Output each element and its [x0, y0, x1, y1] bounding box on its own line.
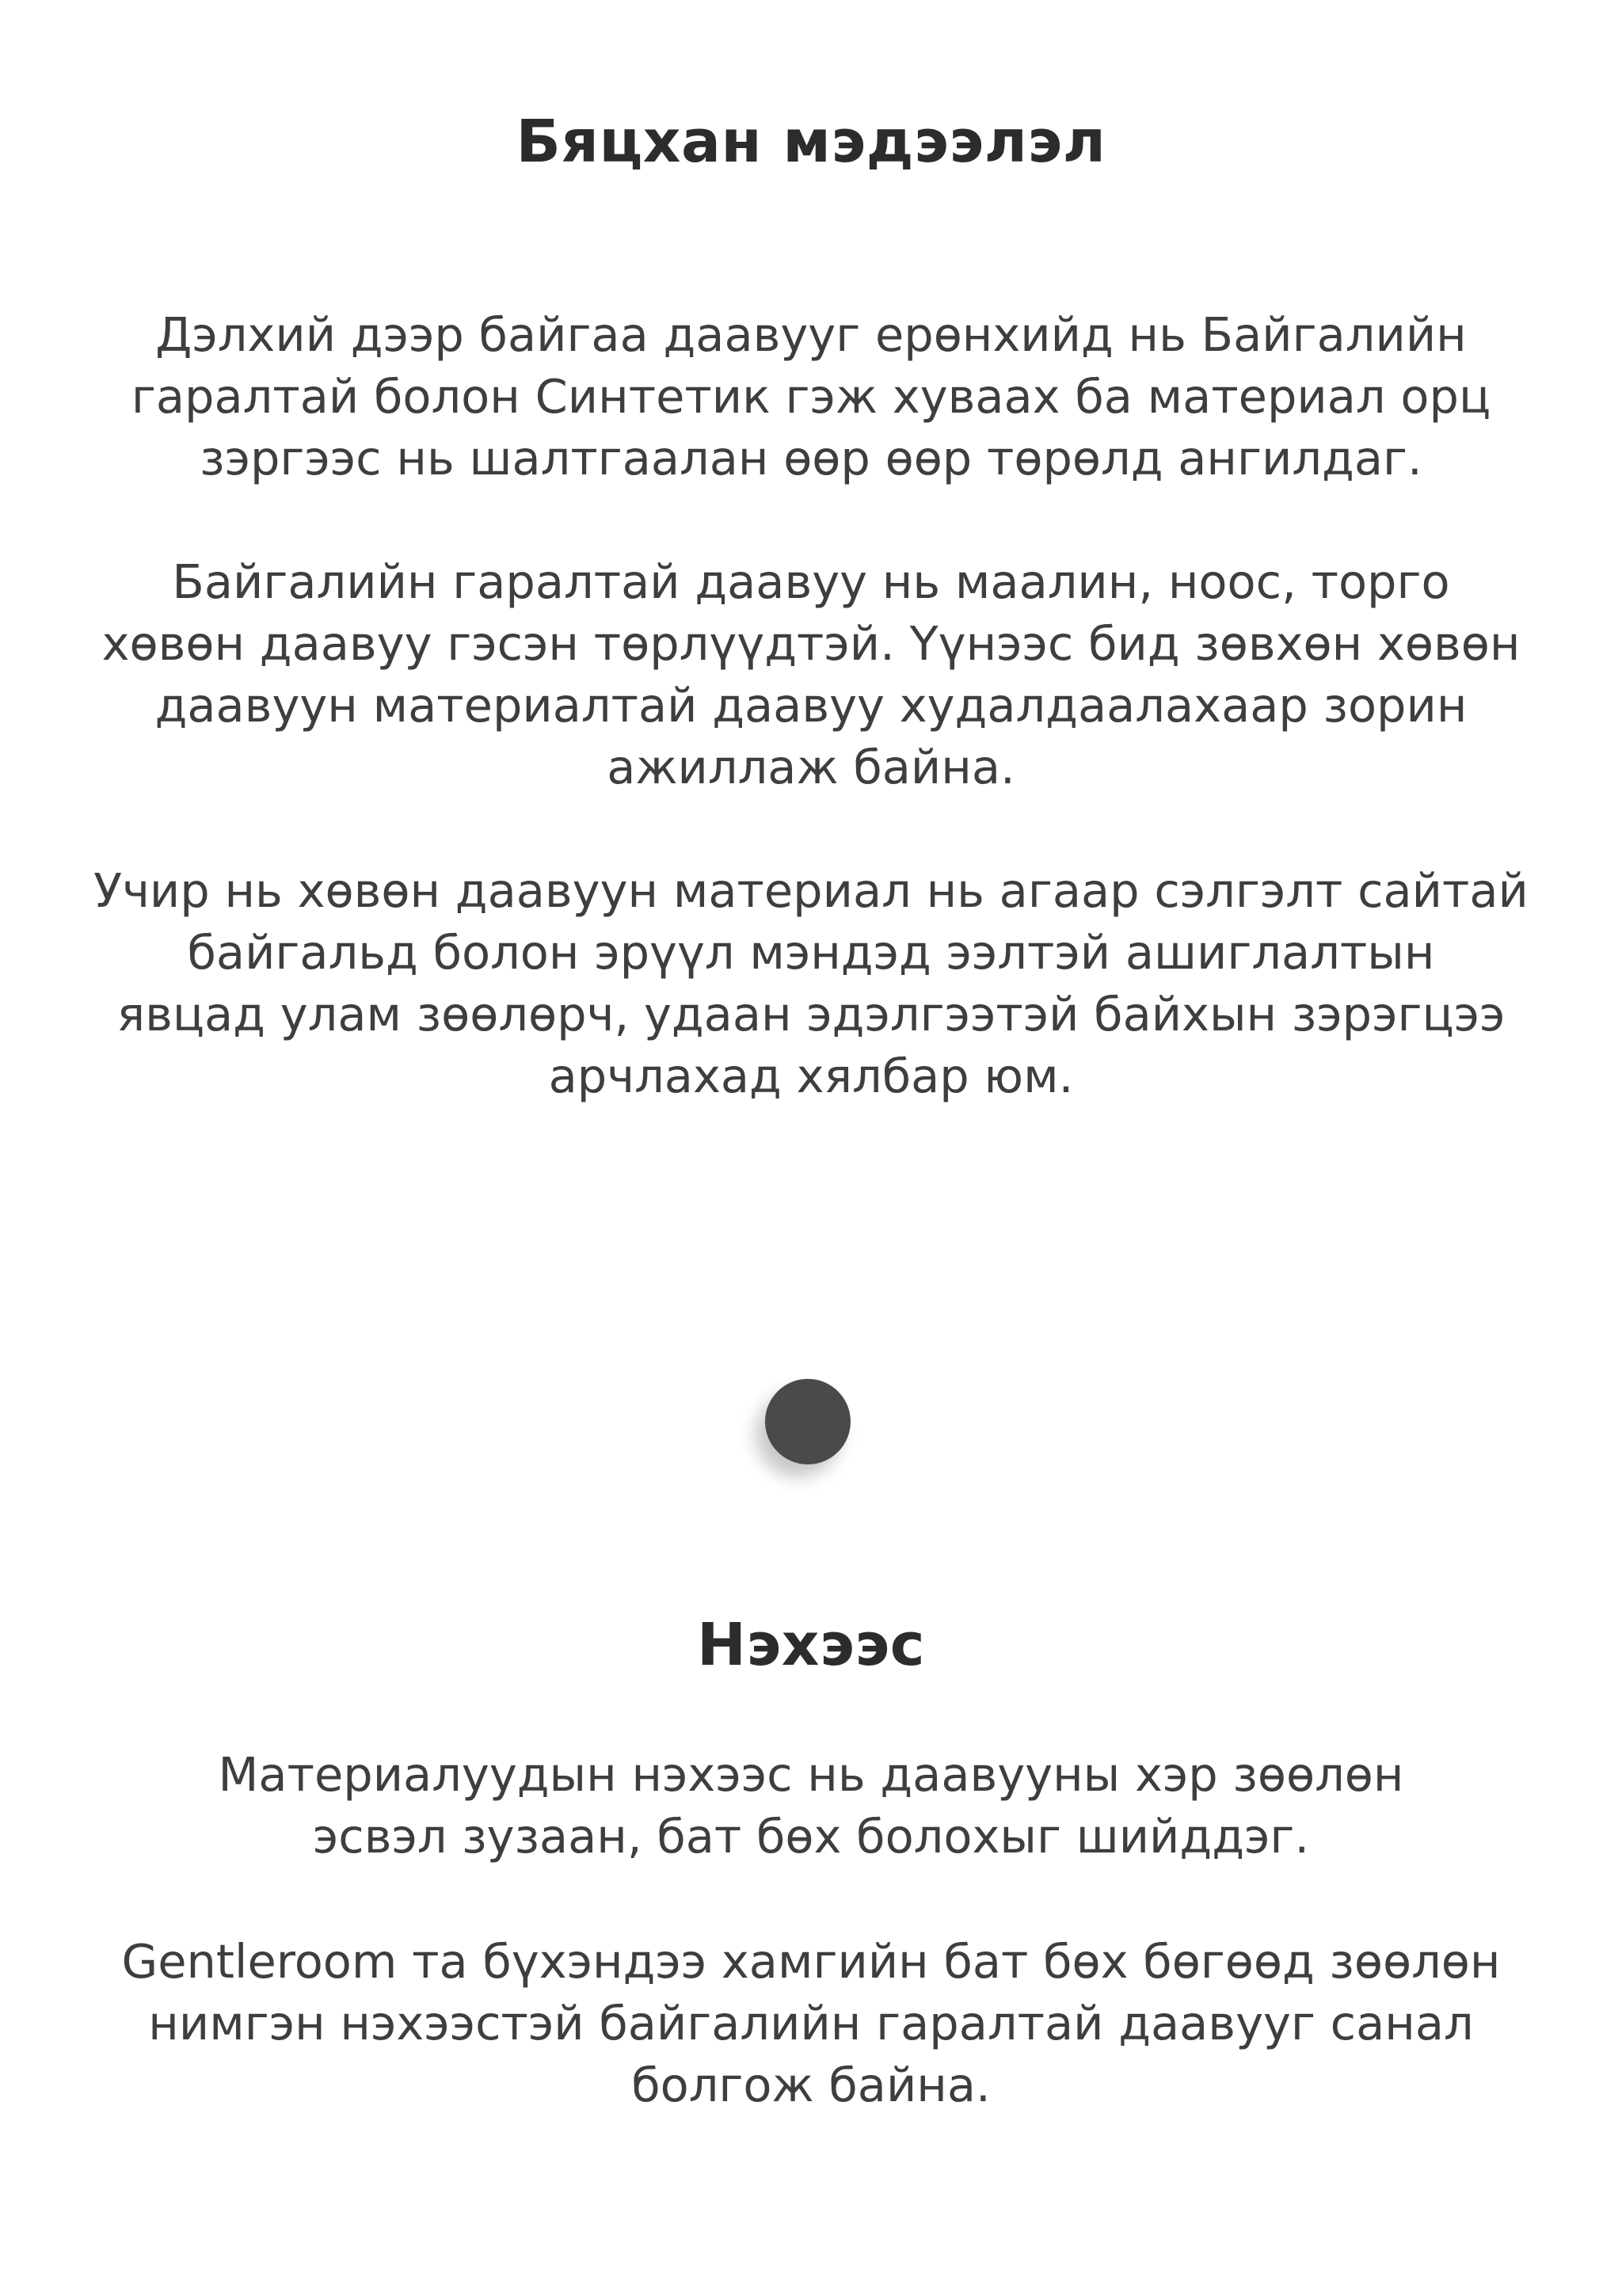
section-title-info: Бяцхан мэдээлэл	[516, 108, 1106, 176]
text-line: байгальд болон эрүүл мэндэд ээлтэй ашиглалтын	[187, 925, 1435, 980]
text-line: Байгалийн гаралтай даавуу нь маалин, ноос, торго	[172, 554, 1450, 609]
dot-icon	[765, 1379, 851, 1464]
text-line: Материалуудын нэхээс нь даавууны хэр зөөлөн	[218, 1747, 1404, 1802]
text-line: явцад улам зөөлөрч, удаан эдэлгээтэй байхын зэрэгцээ	[116, 987, 1506, 1041]
text-line: Дэлхий дээр байгаа даавууг ерөнхийд нь Байгалийн	[155, 307, 1467, 362]
text-line: болгож байна.	[631, 2058, 991, 2112]
text-line: арчлахад хялбар юм.	[548, 1049, 1074, 1103]
text-line: зэргээс нь шалтгаалан өөр өөр төрөлд ангилдаг.	[200, 431, 1422, 485]
text-line: хөвөн даавуу гэсэн төрлүүдтэй. Үүнээс бид зөвхөн хөвөн	[101, 616, 1521, 671]
text-line: гаралтай болон Синтетик гэж хуваах ба материал орц	[131, 369, 1491, 424]
info-paragraph-1	[48, 304, 1574, 489]
text-line: Gentleroom та бүхэндээ хамгийн бат бөх бөгөөд зөөлөн	[121, 1934, 1501, 1989]
info-paragraph-2	[48, 551, 1574, 798]
section-title-weave: Нэхээс	[696, 1611, 926, 1679]
text-line: ажиллаж байна.	[607, 740, 1015, 794]
text-line: Учир нь хөвөн даавуун материал нь агаар сэлгэлт сайтай	[93, 863, 1529, 918]
text-line: нимгэн нэхээстэй байгалийн гаралтай даавууг санал	[148, 1996, 1474, 2050]
info-paragraph-3	[48, 860, 1574, 1107]
text-line: даавуун материалтай даавуу худалдаалахаар зорин	[154, 678, 1468, 733]
weave-paragraph-2	[48, 1931, 1574, 2116]
text-line: эсвэл зузаан, бат бөх болохыг шийддэг.	[312, 1809, 1310, 1864]
weave-paragraph-1	[48, 1744, 1574, 1868]
